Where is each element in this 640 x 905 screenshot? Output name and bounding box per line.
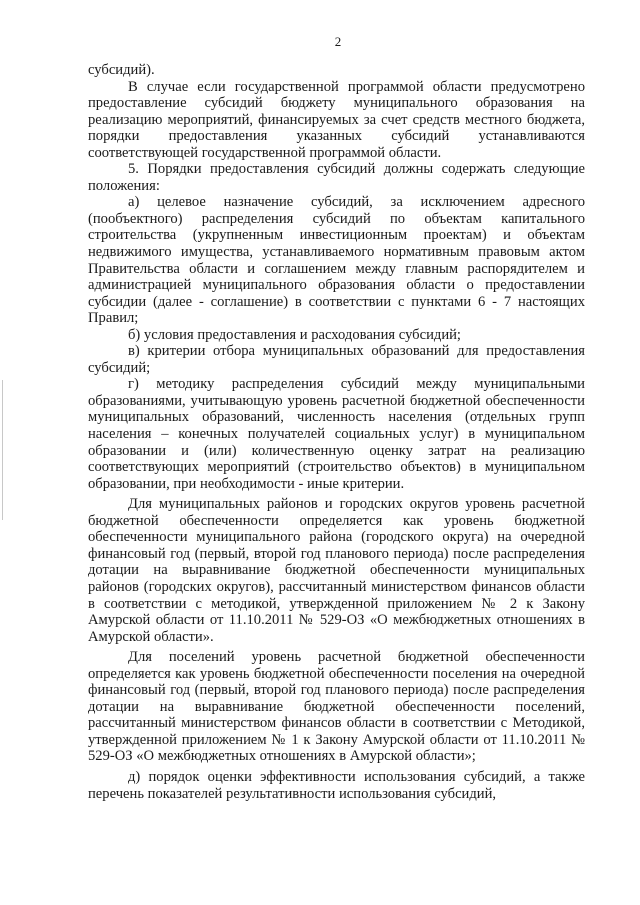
paragraph: Для поселений уровень расчетной бюджетной обеспеченности определяется как уровень бюджетной обеспеченности поселения на очередной финансовый год (первый, второй год планового периода) после распределения дотации на выравнивание бюджетной обеспеченности поселений, рассчитанный министерством финансов области в соответствии с Методикой, утвержденной приложением № 1 к Закону Амурской области от 11.10.2011 № 529-ОЗ «О межбюджетных отношениях в Амурской области»; xyxy=(88,649,585,765)
paragraph: в) критерии отбора муниципальных образований для предоставления субсидий; xyxy=(88,343,585,376)
paragraph: д) порядок оценки эффективности использования субсидий, а также перечень показателей результативности использования субсидий, xyxy=(88,768,585,802)
paragraph: г) методику распределения субсидий между муниципальными образованиями, учитывающую уровень расчетной бюджетной обеспеченности муниципальных образований, численность населения (отдельных групп населения – конечных получателей социальных услуг) в муниципальном образовании и (или) количественную оценку затрат на реализацию соответствующих мероприятий (строительство объектов) в муниципальном образовании, при необходимости - иные критерии. xyxy=(88,376,585,492)
page-number: 2 xyxy=(334,34,342,49)
paragraph: Для муниципальных районов и городских округов уровень расчетной бюджетной обеспеченности определяется как уровень бюджетной обеспеченности муниципального района (городского округа) на очередной финансовый год (первый, второй год планового периода) после распределения дотации на выравнивание бюджетной обеспеченности муниципальных районов (городских округов), рассчитанный министерством финансов области в соответствии с методикой, утвержденной приложением № 2 к Закону Амурской области от 11.10.2011 № 529-ОЗ «О межбюджетных отношениях в Амурской области». xyxy=(88,496,585,645)
paragraph: В случае если государственной программой области предусмотрено предоставление субсидий бюджету муниципального образования на реализацию мероприятий, финансируемых за счет средств местного бюджета, порядки предоставления указанных субсидий устанавливаются соответствующей государственной программой области. xyxy=(88,78,585,161)
paragraph: субсидий). xyxy=(88,62,155,78)
document-body xyxy=(88,62,585,802)
scan-edge-mark xyxy=(2,380,3,520)
paragraph: 5. Порядки предоставления субсидий должны содержать следующие положения: xyxy=(88,161,585,194)
paragraph: б) условия предоставления и расходования субсидий; xyxy=(128,326,461,343)
paragraph: а) целевое назначение субсидий, за исключением адресного (пообъектного) распределения субсидий по объектам капитального строительства (укрупненным инвестиционным проектам) и объектам недвижимого имущества, устанавливаемого нормативным правовым актом Правительства области и соглашением между главным распорядителем и администрацией муниципального образования области о предоставлении субсидии (далее - соглашение) в соответствии с пунктами 6 - 7 настоящих Правил; xyxy=(88,194,585,327)
